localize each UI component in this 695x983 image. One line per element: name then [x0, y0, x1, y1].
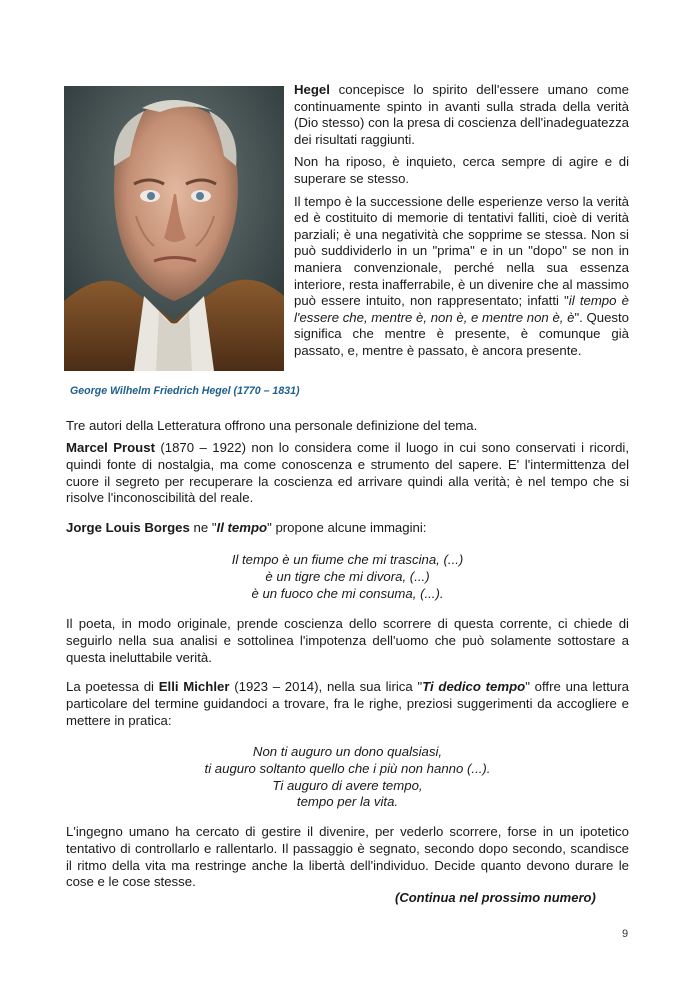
proust-text	[66, 440, 629, 507]
borges-text	[66, 520, 629, 537]
michler-mid: (1923 – 2014), nella sua lirica "	[229, 679, 423, 694]
portrait-caption: George Wilhelm Friedrich Hegel (1770 – 1831)	[70, 385, 300, 397]
hegel-paragraph-1-text: concepisce lo spirito dell'essere umano come continuamente spinto in avanti sulla strada della verità (Dio stesso) con la presa di coscienza dell'inadeguatezza dei risultati raggiunti.	[294, 82, 629, 147]
closing-paragraph	[66, 824, 629, 891]
borges-verse-line: Il tempo è un fiume che mi trascina, (...)	[231, 552, 464, 567]
intro-text: Tre autori della Letteratura offrono una personale definizione del tema.	[66, 418, 478, 433]
michler-rest: " offre una lettura particolare del termine guidandoci a trovare, fra le righe, preziosi suggerimenti da accogliere e mettere in pratica:	[66, 679, 629, 728]
borges-intro	[66, 520, 629, 537]
continue-note: (Continua nel prossimo numero)	[395, 890, 596, 905]
michler-verse-line: Ti auguro di avere tempo,	[272, 777, 423, 793]
borges-end: " propone alcune immagini:	[267, 520, 427, 535]
borges-mid: ne "	[189, 520, 217, 535]
borges-commentary-text: Il poeta, in modo originale, prende coscienza dello scorrere di questa corrente, ci chiede di seguirlo nella sua analisi e sottolinea l'impotenza dell'uomo che può solamente sottostare a questa ineluttabile verità.	[66, 616, 629, 665]
michler-paragraph	[66, 679, 629, 729]
hegel-portrait	[64, 86, 284, 371]
michler-verse-line: Non ti auguro un dono qualsiasi,	[252, 744, 443, 759]
hegel-name: Hegel	[294, 82, 330, 97]
hegel-paragraph-3	[294, 194, 629, 360]
hegel-paragraph-3-text-a: Il tempo è la successione delle esperienze verso la verità ed è costituito di memorie di tentativi falliti, cioè di verità parziali; è una negatività che sopprime se stessa. Non si può suddividerlo in un "prima" e in un "dopo" se non in maniera convenzionale, perché nella sua essenza interiore, resta inafferrabile, è un divenire che al massimo può essere intuito, non rappresentato; infatti "	[294, 193, 629, 309]
proust-paragraph	[66, 440, 629, 507]
michler-verse-line: tempo per la vita.	[296, 794, 399, 810]
borges-verse-line: è un tigre che mi divora, (...)	[265, 568, 430, 584]
portrait-image	[64, 86, 284, 371]
borges-work-title: Il tempo	[216, 520, 268, 535]
hegel-paragraph-2: Non ha riposo, è inquieto, cerca sempre di agire e di superare se stesso.	[294, 154, 629, 186]
michler-verse-line: ti auguro soltanto quello che i più non hanno (...).	[204, 760, 491, 776]
closing-text: L'ingegno umano ha cercato di gestire il divenire, per vederlo scorrere, forse in un ipotetico tentativo di controllarlo e rallentarlo. Il passaggio è segnato, secondo dopo secondo, scandisce il ritmo della vita ma restringe anche la libertà dell'individuo. Decide quanto devono durare le cose e le cose stesse.	[66, 824, 629, 890]
hegel-section	[294, 82, 629, 366]
michler-work-title: Ti dedico tempo	[422, 679, 526, 694]
page-number: 9	[622, 928, 629, 940]
borges-commentary	[66, 616, 629, 666]
borges-name: Jorge Louis Borges	[66, 520, 190, 535]
michler-pre: La poetessa di	[66, 679, 159, 694]
intro-paragraph	[66, 418, 629, 435]
proust-name: Marcel Proust	[66, 440, 155, 455]
hegel-paragraph-3-text-b: ". Questo significa che mentre è presente, è comunque già passato, e, mentre è passato, è ancora presente.	[294, 309, 629, 358]
hegel-quote: il tempo è l'essere che, mentre è, non è, e mentre non è, è	[294, 293, 629, 325]
proust-description: (1870 – 1922) non lo considera come il luogo in cui sono conservati i ricordi, quindi fonte di nostalgia, ma come conoscenza e strumento del sapere. E' l'intermittenza del cuore il segreto per recuperare la coscienza ed arrivare quindi alla verità; è nel tempo che si risolve l'inconoscibilità del reale.	[66, 440, 629, 506]
michler-verses	[66, 744, 629, 811]
hegel-paragraph-1	[294, 82, 629, 148]
borges-verses	[66, 552, 629, 602]
michler-text	[66, 679, 629, 729]
michler-name: Elli Michler	[158, 679, 230, 694]
borges-verse-line: è un fuoco che mi consuma, (...).	[251, 585, 444, 601]
